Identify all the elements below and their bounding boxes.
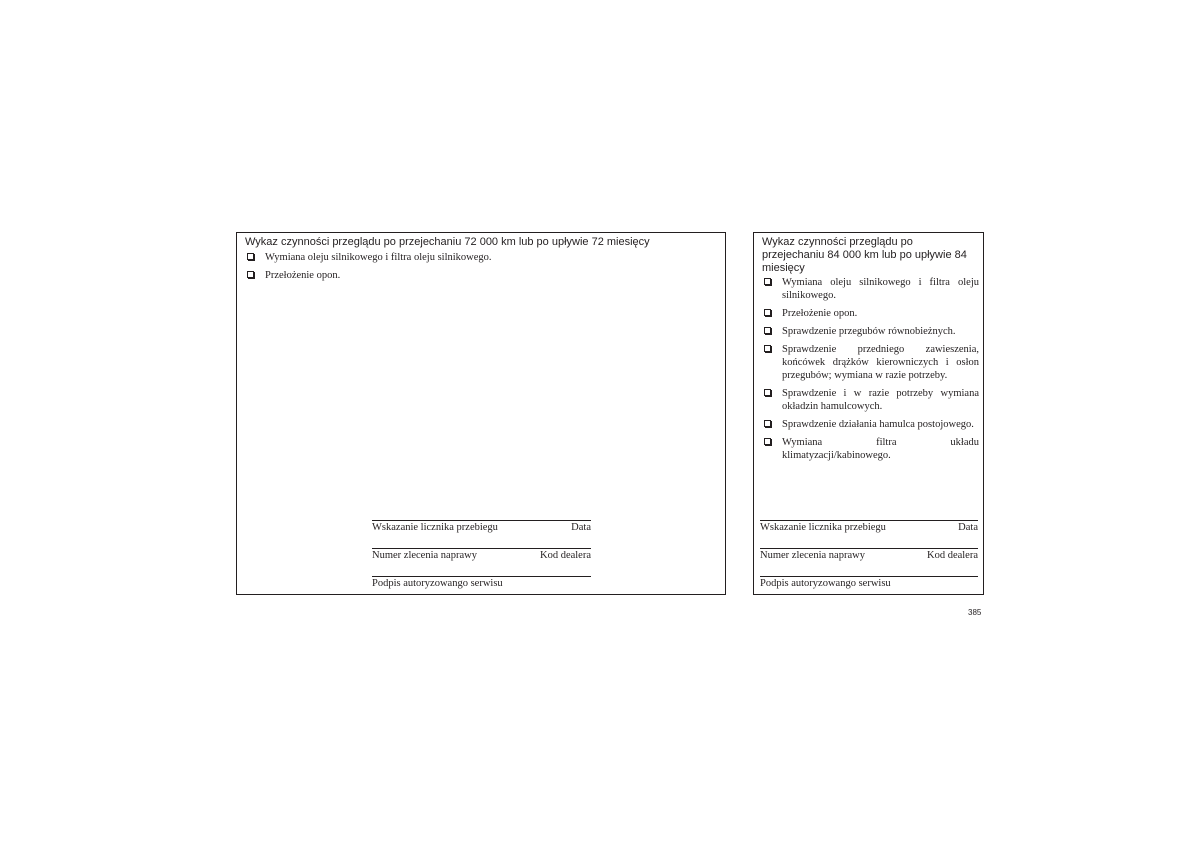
checkbox-icon — [764, 278, 771, 285]
list-item-label: Wymiana filtra układu klimatyzacji/kabinowego. — [782, 437, 979, 461]
checkbox-icon — [764, 389, 771, 396]
signature-row-order — [760, 548, 978, 576]
checklist — [762, 276, 979, 467]
signature-row-odometer — [760, 520, 978, 548]
checkbox-icon — [764, 309, 771, 316]
list-item — [245, 269, 715, 282]
date-label: Data — [958, 522, 978, 533]
list-item-label: Sprawdzenie przegubów równobieżnych. — [782, 326, 956, 337]
signature-row-order — [372, 548, 591, 576]
checkbox-icon — [764, 420, 771, 427]
list-item — [762, 307, 979, 320]
odometer-label: Wskazanie licznika przebiegu — [760, 522, 886, 533]
list-item — [762, 418, 979, 431]
service-signature-label: Podpis autoryzowango serwisu — [372, 578, 503, 589]
list-item — [762, 387, 979, 413]
signature-block — [372, 520, 591, 604]
list-item — [245, 251, 715, 264]
panel-title: Wykaz czynności przeglądu po przejechaniu 72 000 km lub po upływie 72 miesięcy — [245, 236, 650, 248]
order-number-label: Numer zlecenia naprawy — [760, 550, 865, 561]
checkbox-icon — [247, 271, 254, 278]
order-number-label: Numer zlecenia naprawy — [372, 550, 477, 561]
dealer-code-label: Kod dealera — [926, 550, 978, 561]
checkbox-icon — [764, 345, 771, 352]
list-item — [762, 436, 979, 462]
list-item-label: Wymiana oleju silnikowego i filtra oleju silnikowego. — [782, 277, 979, 301]
service-panel-84000 — [753, 232, 984, 595]
service-signature-label: Podpis autoryzowango serwisu — [760, 578, 891, 589]
list-item-label: Wymiana oleju silnikowego i filtra oleju silnikowego. — [265, 252, 492, 263]
signature-block — [760, 520, 978, 604]
list-item — [762, 325, 979, 338]
odometer-label: Wskazanie licznika przebiegu — [372, 522, 498, 533]
panel-title: Wykaz czynności przeglądu po przejechaniu 84 000 km lub po upływie 84 miesięcy — [762, 236, 967, 274]
list-item-label: Przełożenie opon. — [782, 308, 858, 319]
signature-row-service — [372, 576, 591, 604]
service-panel-72000 — [236, 232, 726, 595]
checkbox-icon — [764, 327, 771, 334]
checklist — [245, 251, 715, 287]
list-item — [762, 276, 979, 302]
date-label: Data — [571, 522, 591, 533]
signature-row-odometer — [372, 520, 591, 548]
page-number: 385 — [968, 608, 982, 617]
list-item-label: Przełożenie opon. — [265, 270, 341, 281]
list-item-label: Sprawdzenie przedniego zawieszenia, końcówek drążków kierowniczych i osłon przegubów; wymiana w razie potrzeby. — [782, 344, 979, 381]
list-item-label: Sprawdzenie i w razie potrzeby wymiana okładzin hamulcowych. — [782, 388, 979, 412]
checkbox-icon — [764, 438, 771, 445]
list-item — [762, 343, 979, 382]
signature-row-service — [760, 576, 978, 604]
list-item-label: Sprawdzenie działania hamulca postojowego. — [782, 419, 974, 430]
checkbox-icon — [247, 253, 254, 260]
dealer-code-label: Kod dealera — [539, 550, 591, 561]
